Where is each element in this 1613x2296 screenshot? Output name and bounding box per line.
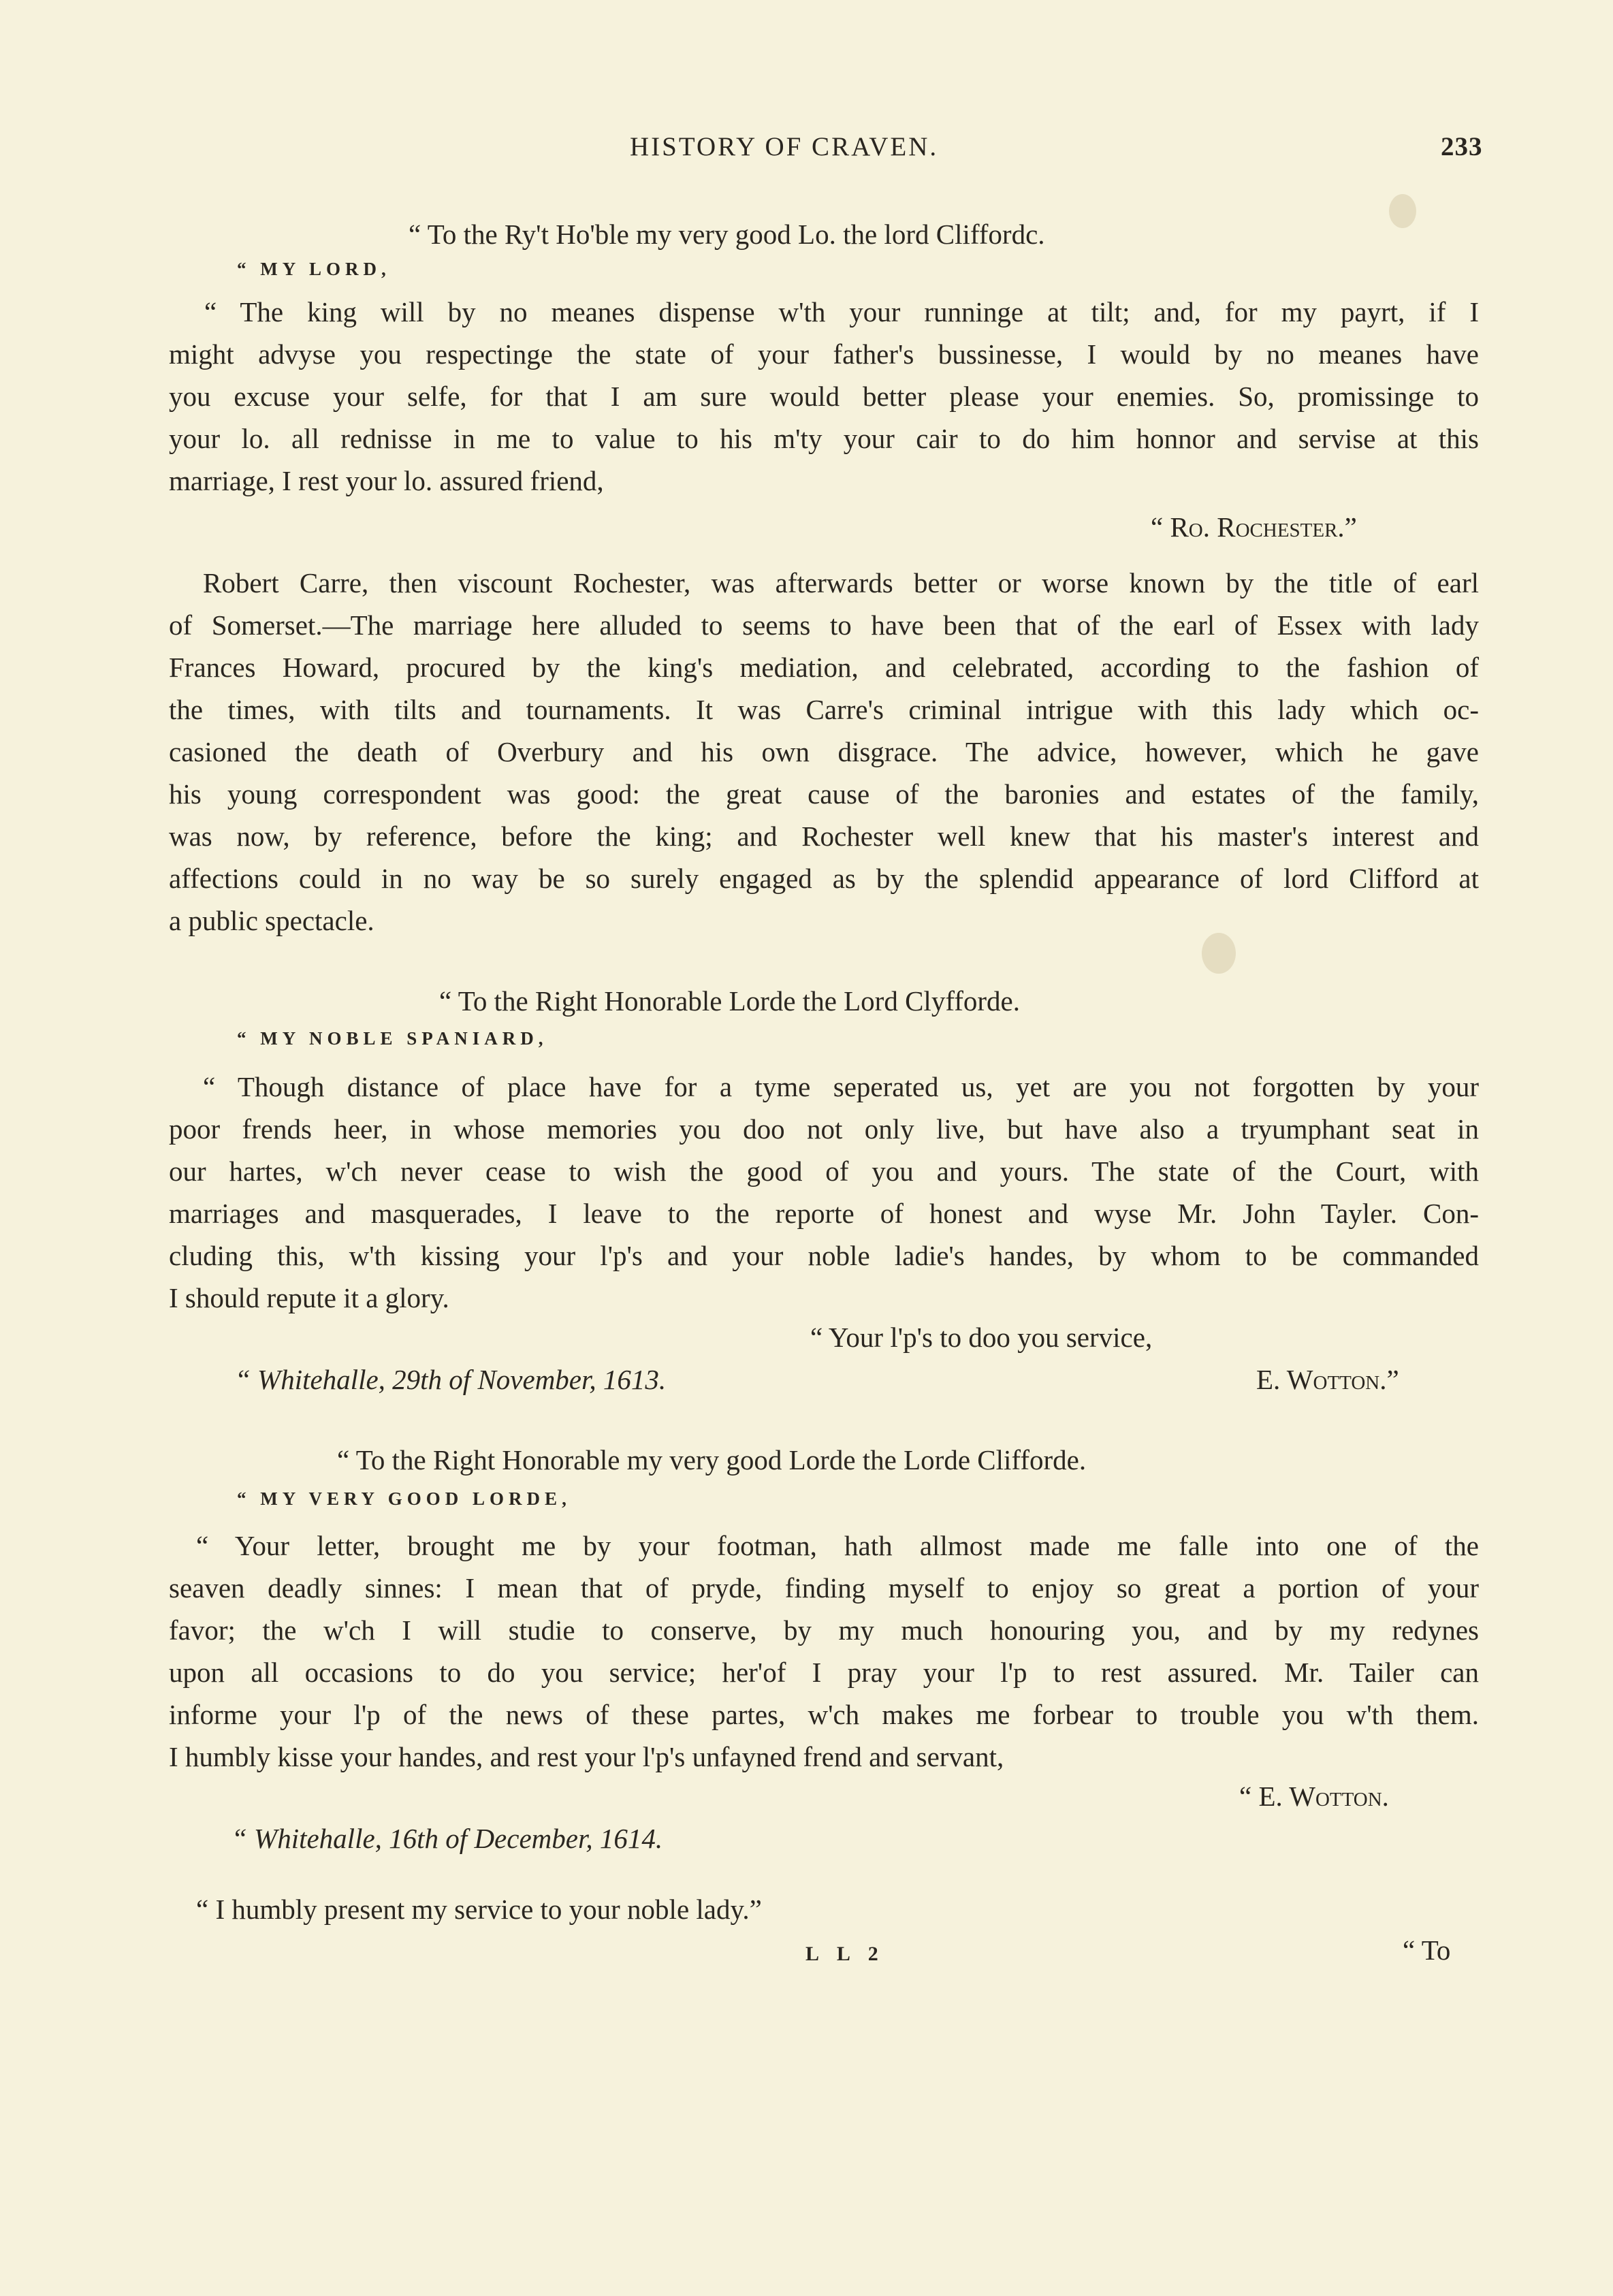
letter2-salutation: “ MY NOBLE SPANIARD, bbox=[237, 1028, 548, 1049]
letter3-signature: “ E. Wotton. bbox=[1239, 1781, 1389, 1812]
running-header-title: HISTORY OF CRAVEN. bbox=[630, 132, 939, 161]
letter3-salutation: “ MY VERY GOOD LORDE, bbox=[237, 1488, 571, 1509]
letter2-line: poor frends heer, in whose memories you doo not only live, but have also a tryumphant seat in bbox=[169, 1113, 1479, 1145]
commentary-line: was now, by reference, before the king; and Rochester well knew that his master's interest and bbox=[169, 820, 1479, 852]
letter3-postscript: “ I humbly present my service to your noble lady.” bbox=[196, 1894, 762, 1925]
letter1-line: your lo. all rednisse in me to value to his m'ty your cair to do him honnor and servise at this bbox=[169, 423, 1479, 454]
commentary-line: his young correspondent was good: the great cause of the baronies and estates of the family, bbox=[169, 778, 1479, 810]
letter2-line: marriages and masquerades, I leave to the reporte of honest and wyse Mr. John Tayler. Con- bbox=[169, 1198, 1479, 1229]
letter3-date: “ Whitehalle, 16th of December, 1614. bbox=[231, 1823, 663, 1854]
letter1-line: you excuse your selfe, for that I am sure would better please your enemies. So, promissinge to bbox=[169, 381, 1479, 412]
commentary-line: Robert Carre, then viscount Rochester, was afterwards better or worse known by the title of earl bbox=[203, 567, 1479, 599]
letter1-signature: “ Ro. Rochester.” bbox=[1151, 511, 1357, 543]
letter3-line: favor; the w'ch I will studie to conserve, by my much honouring you, and by my redynes bbox=[169, 1614, 1479, 1646]
signature-mark: L L 2 bbox=[805, 1943, 885, 1965]
letter3-line: seaven deadly sinnes: I mean that of pryde, finding myself to enjoy so great a portion of your bbox=[169, 1572, 1479, 1604]
commentary-line: Frances Howard, procured by the king's mediation, and celebrated, according to the fashion of bbox=[169, 652, 1479, 683]
letter2-line: “ Though distance of place have for a tyme seperated us, yet are you not forgotten by your bbox=[203, 1071, 1479, 1102]
commentary-line: casioned the death of Overbury and his own disgrace. The advice, however, which he gave bbox=[169, 736, 1479, 767]
letter1-salutation: “ MY LORD, bbox=[237, 259, 391, 279]
letter2-closing: “ Your l'p's to doo you service, bbox=[810, 1322, 1153, 1353]
letter3-address: “ To the Right Honorable my very good Lorde the Lorde Clifforde. bbox=[337, 1444, 1087, 1476]
commentary-line: a public spectacle. bbox=[169, 905, 374, 936]
letter3-line: “ Your letter, brought me by your footman, hath allmost made me falle into one of the bbox=[196, 1530, 1479, 1561]
letter2-date: “ Whitehalle, 29th of November, 1613. bbox=[235, 1364, 667, 1395]
paper-stain bbox=[1389, 194, 1416, 228]
letter1-address: “ To the Ry't Ho'ble my very good Lo. the lord Cliffordc. bbox=[409, 219, 1045, 250]
letter2-line: our hartes, w'ch never cease to wish the good of you and yours. The state of the Court, with bbox=[169, 1155, 1479, 1187]
commentary-line: the times, with tilts and tournaments. It was Carre's criminal intrigue with this lady which oc- bbox=[169, 694, 1479, 725]
paper-stain bbox=[1202, 933, 1236, 974]
letter2-line: cluding this, w'th kissing your l'p's and your noble ladie's handes, by whom to be commanded bbox=[169, 1240, 1479, 1271]
letter3-line: informe your l'p of the news of these partes, w'ch makes me forbear to trouble you w'th them. bbox=[169, 1699, 1479, 1730]
letter1-line: “ The king will by no meanes dispense w'th your runninge at tilt; and, for my payrt, if I bbox=[204, 296, 1479, 328]
letter1-line: might advyse you respectinge the state of your father's bussinesse, I would by no meanes have bbox=[169, 338, 1479, 370]
catchword: “ To bbox=[1403, 1934, 1451, 1966]
letter3-line: I humbly kisse your handes, and rest your l'p's unfayned frend and servant, bbox=[169, 1741, 1004, 1772]
letter1-line: marriage, I rest your lo. assured friend, bbox=[169, 465, 604, 496]
page-number: 233 bbox=[1441, 132, 1483, 161]
commentary-line: affections could in no way be so surely engaged as by the splendid appearance of lord Clifford at bbox=[169, 863, 1479, 894]
letter2-signature: E. Wotton.” bbox=[1256, 1364, 1399, 1395]
letter3-line: upon all occasions to do you service; her'of I pray your l'p to rest assured. Mr. Tailer can bbox=[169, 1657, 1479, 1688]
commentary-line: of Somerset.—The marriage here alluded to seems to have been that of the earl of Essex with lady bbox=[169, 609, 1479, 641]
letter2-line: I should repute it a glory. bbox=[169, 1282, 449, 1313]
letter2-address: “ To the Right Honorable Lorde the Lord Clyfforde. bbox=[439, 985, 1020, 1017]
